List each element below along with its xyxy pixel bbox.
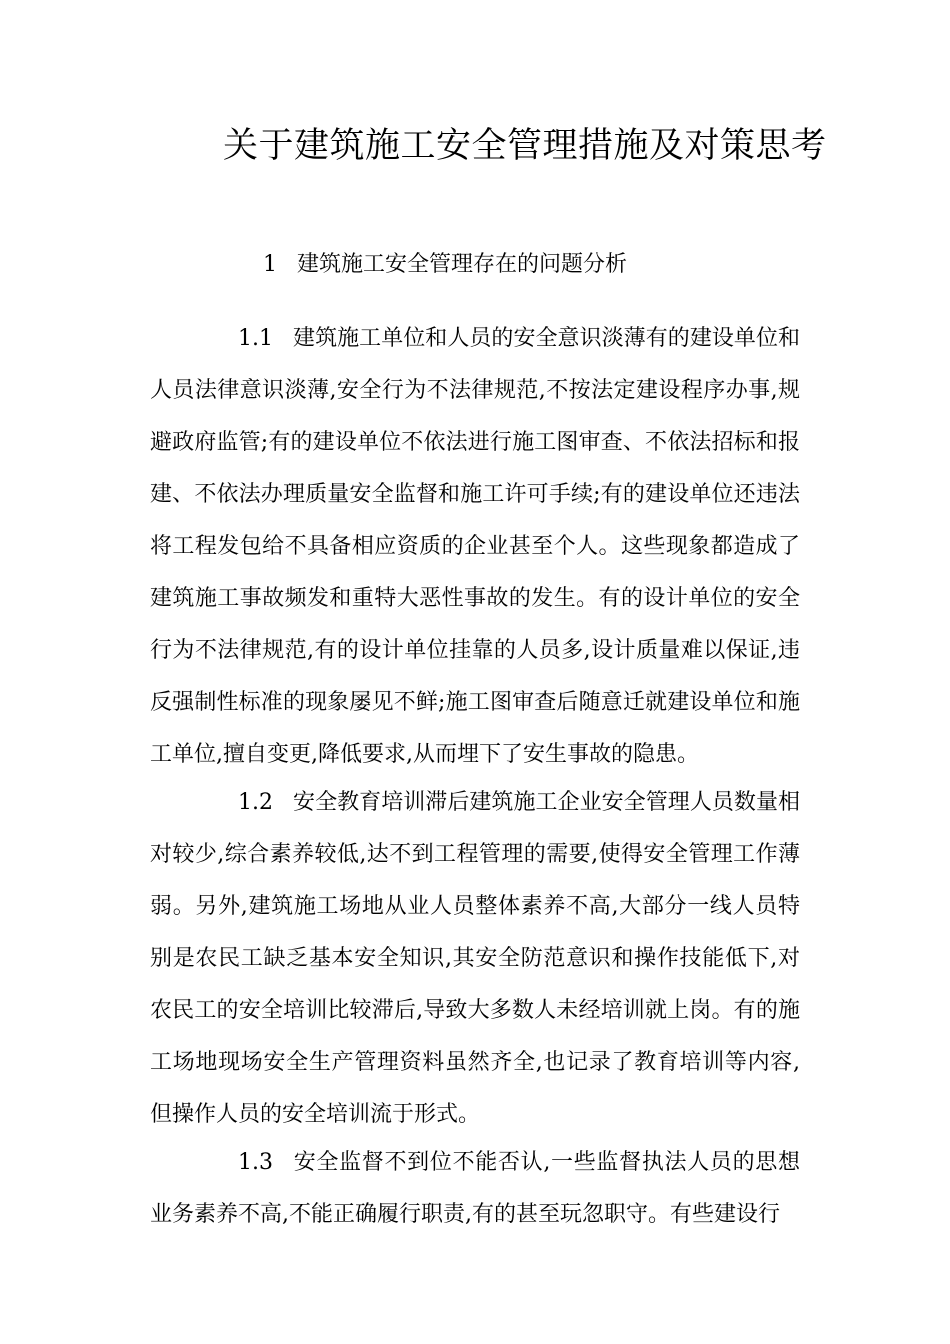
section-heading-text: 建筑施工安全管理存在的问题分析 xyxy=(297,252,628,277)
paragraph-1-2 xyxy=(150,777,800,1141)
paragraph-number: 1.2 xyxy=(238,790,273,815)
paragraph-number: 1.1 xyxy=(238,326,273,351)
paragraph-number: 1.3 xyxy=(238,1150,273,1175)
paragraph-text: 安全教育培训滞后建筑施工企业安全管理人员数量相对较少,综合素养较低,达不到工程管理的需要,使得安全管理工作薄弱。另外,建筑施工场地从业人员整体素养不高,大部分一线人员特别是农民工缺乏基本安全知识,其安全防范意识和操作技能低下,对农民工的安全培训比较滞后,导致大多数人未经培训就上岗。有的施工场地现场安全生产管理资料虽然齐全,也记录了教育培训等内容,但操作人员的安全培训流于形式。 xyxy=(150,790,800,1127)
paragraph-text: 安全监督不到位不能否认,一些监督执法人员的思想业务素养不高,不能正确履行职责,有的甚至玩忽职守。有些建设行 xyxy=(150,1150,800,1227)
section-heading xyxy=(263,249,627,281)
paragraph-text: 建筑施工单位和人员的安全意识淡薄有的建设单位和人员法律意识淡薄,安全行为不法律规范,不按法定建设程序办事,规避政府监管;有的建设单位不依法进行施工图审查、不依法招标和报建、不依法办理质量安全监督和施工许可手续;有的建设单位还违法将工程发包给不具备相应资质的企业甚至个人。这些现象都造成了建筑施工事故频发和重特大恶性事故的发生。有的设计单位的安全行为不法律规范,有的设计单位挂靠的人员多,设计质量难以保证,违反强制性标准的现象屡见不鲜;施工图审查后随意迁就建设单位和施工单位,擅自变更,降低要求,从而埋下了安生事故的隐患。 xyxy=(150,326,800,767)
document-title: 关于建筑施工安全管理措施及对策思考 xyxy=(223,126,827,166)
paragraph-1-3 xyxy=(150,1137,800,1241)
paragraph-1-1 xyxy=(150,313,800,781)
section-number: 1 xyxy=(263,252,277,277)
